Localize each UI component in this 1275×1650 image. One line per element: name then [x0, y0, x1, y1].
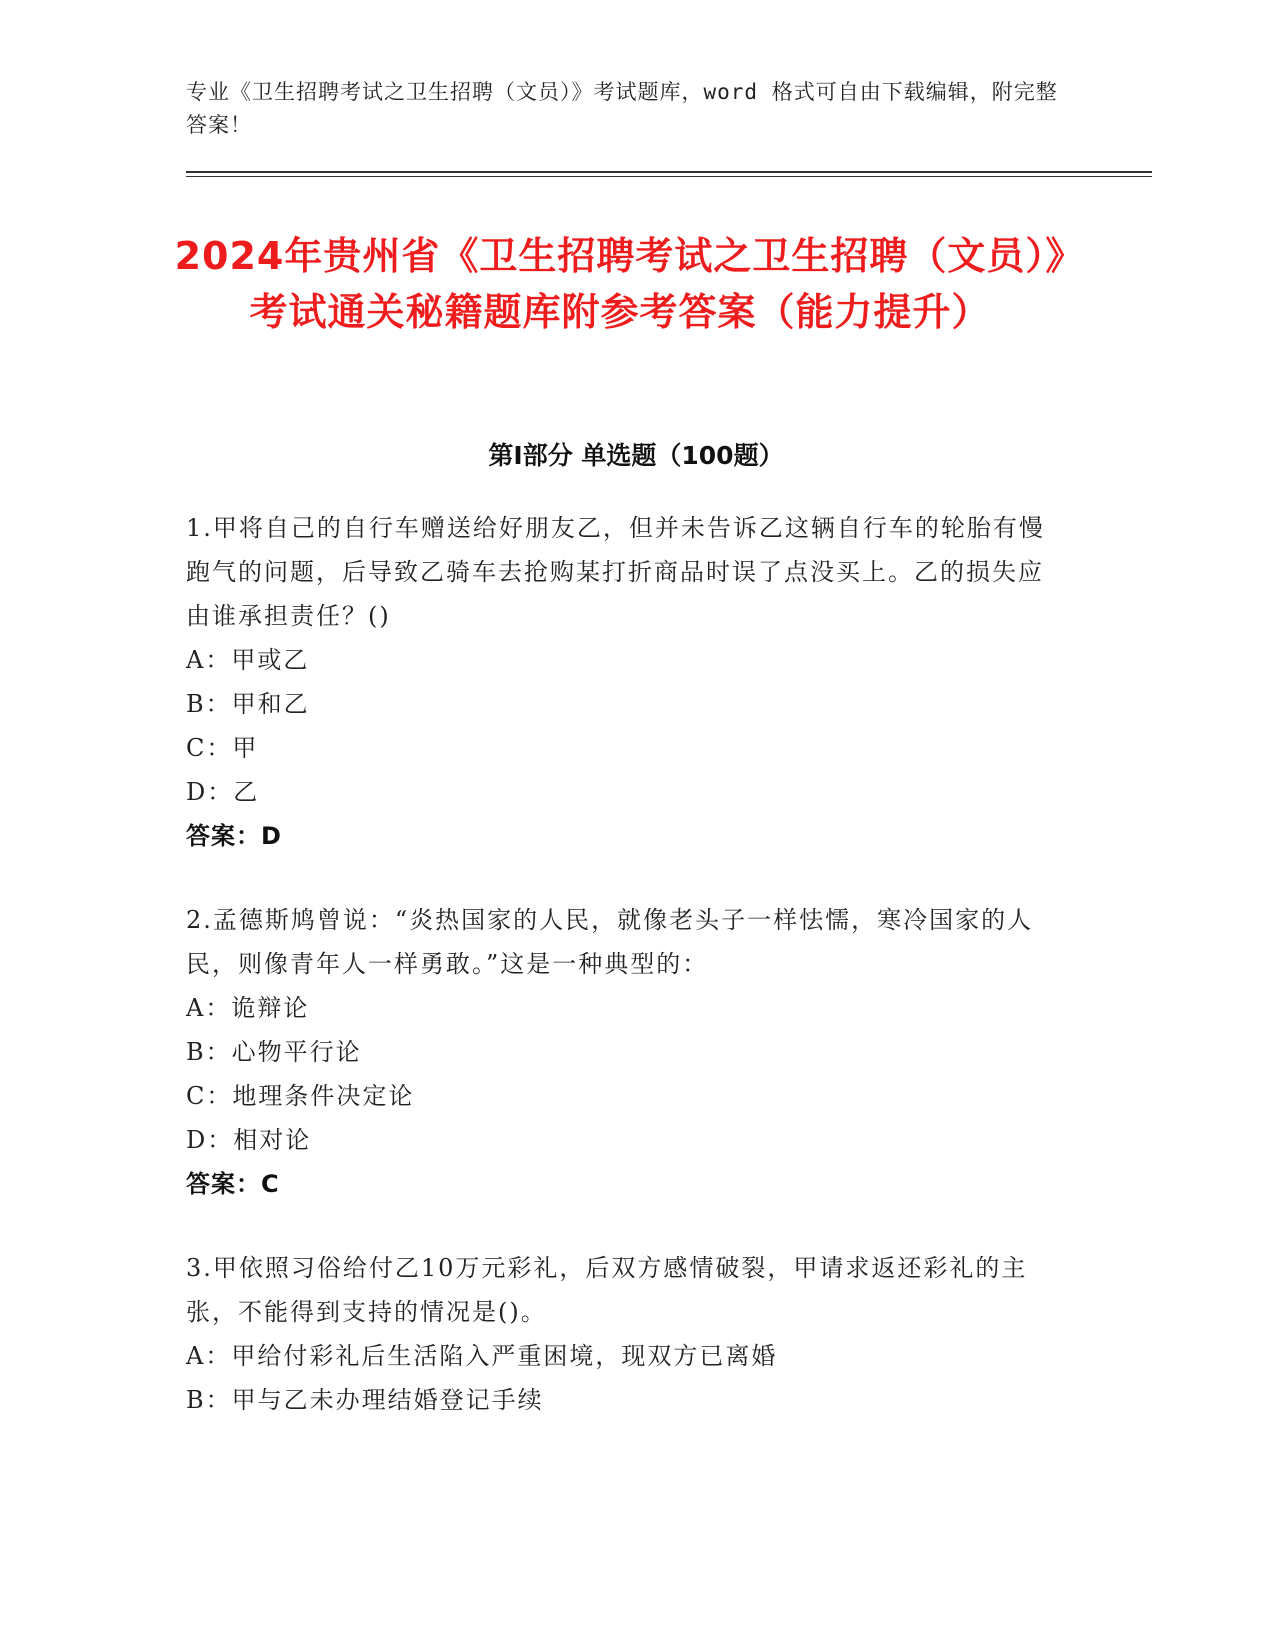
document-title: 2024年贵州省《卫生招聘考试之卫生招聘（文员）》考试通关秘籍题库附参考答案（能力提升） — [174, 234, 1066, 334]
question-block — [186, 898, 1066, 1206]
option-a: A：甲或乙 — [186, 646, 310, 674]
option-b: B：甲和乙 — [186, 690, 310, 718]
section-heading: 第Ⅰ部分 单选题（100题） — [488, 441, 784, 470]
option-c: C：地理条件决定论 — [186, 1082, 415, 1110]
header-note: 专业《卫生招聘考试之卫生招聘（文员）》考试题库，word 格式可自由下载编辑，附完整答案！ — [186, 80, 1058, 137]
option-d: D：乙 — [186, 778, 260, 806]
answer: 答案：C — [186, 1170, 280, 1198]
option-b: B：心物平行论 — [186, 1038, 362, 1066]
option-a: A：甲给付彩礼后生活陷入严重困境，现双方已离婚 — [186, 1342, 778, 1370]
header-divider — [186, 176, 1152, 177]
option-b: B：甲与乙未办理结婚登记手续 — [186, 1386, 544, 1414]
question-stem: 3.甲依照习俗给付乙10万元彩礼，后双方感情破裂，甲请求返还彩礼的主张，不能得到支持的情况是()。 — [186, 1254, 1028, 1326]
header-divider — [186, 171, 1152, 173]
question-block — [186, 506, 1066, 858]
answer: 答案：D — [186, 822, 282, 850]
option-c: C：甲 — [186, 734, 259, 762]
question-stem: 2.孟德斯鸠曾说：“炎热国家的人民，就像老头子一样怯懦，寒冷国家的人民，则像青年人一样勇敢。”这是一种典型的： — [186, 906, 1034, 978]
question-block — [186, 1246, 1066, 1422]
option-a: A：诡辩论 — [186, 994, 310, 1022]
question-stem: 1.甲将自己的自行车赠送给好朋友乙，但并未告诉乙这辆自行车的轮胎有慢跑气的问题，后导致乙骑车去抢购某打折商品时误了点没买上。乙的损失应由谁承担责任？() — [186, 514, 1045, 630]
option-d: D：相对论 — [186, 1126, 312, 1154]
